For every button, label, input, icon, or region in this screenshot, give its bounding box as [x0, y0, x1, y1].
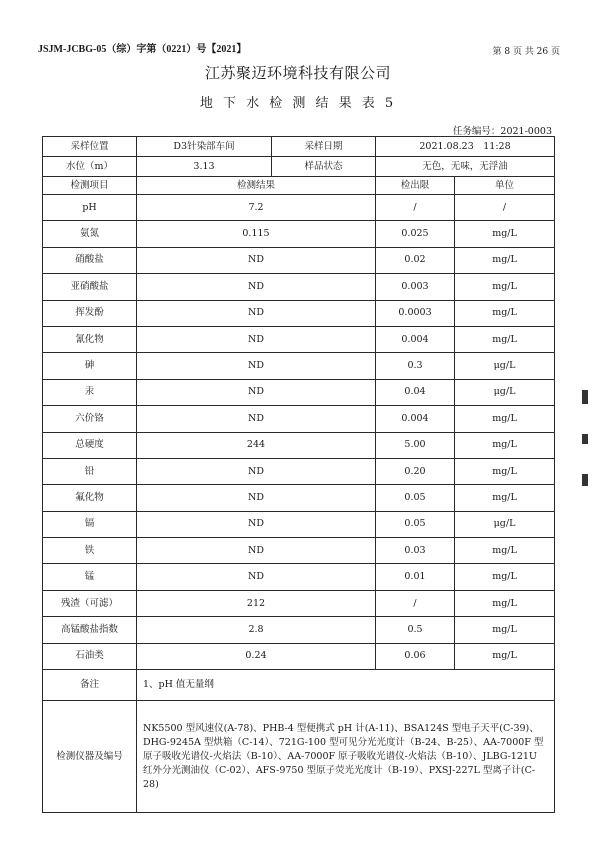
info-row-location: [43, 137, 555, 157]
item-cell: 六价铬: [43, 406, 137, 432]
result-cell: ND: [137, 564, 376, 590]
limit-cell: 0.0003: [376, 300, 455, 326]
limit-cell: 0.06: [376, 643, 455, 669]
table-row: [43, 353, 555, 379]
item-cell: 汞: [43, 379, 137, 405]
item-cell: 硝酸盐: [43, 247, 137, 273]
date-label: 采样日期: [272, 137, 376, 157]
remark-text: 1、pH 值无量纲: [137, 670, 555, 701]
table-row: [43, 379, 555, 405]
unit-cell: μg/L: [455, 511, 555, 537]
limit-cell: /: [376, 195, 455, 221]
item-cell: 总硬度: [43, 432, 137, 458]
unit-cell: mg/L: [455, 406, 555, 432]
location-value: D3针染部车间: [137, 137, 272, 157]
table-row: [43, 300, 555, 326]
remark-row: [43, 670, 555, 701]
limit-cell: 0.003: [376, 274, 455, 300]
result-cell: ND: [137, 326, 376, 352]
col-header-limit: 检出限: [376, 177, 455, 195]
water-level-value: 3.13: [137, 157, 272, 177]
table-row: [43, 617, 555, 643]
result-cell: ND: [137, 485, 376, 511]
sample-state-value: 无色，无味，无浮油: [376, 157, 555, 177]
result-cell: ND: [137, 511, 376, 537]
instruments-text: NK5500 型风速仪(A-78)、PHB-4 型便携式 pH 计(A-11)、BSA124S 型电子天平(C-39)、DHG-9245A 型烘箱（C-14）、721G-100 型可见分光光度计（B-24、B-25）、AA-7000F 型原子吸收光谱仪-火焰法（B-10）、AA-7000F 原子吸收光谱仪-火焰法（B-10）、JLBG-121U 红外分光测油仪（C-02）、AFS-9750 型原子荧光光度计（B-19）、PXSJ-227L 型离子计(C-28): [137, 701, 555, 813]
col-header-unit: 单位: [455, 177, 555, 195]
limit-cell: 0.20: [376, 458, 455, 484]
table-row: [43, 485, 555, 511]
item-cell: 铁: [43, 538, 137, 564]
table-row: [43, 511, 555, 537]
table-row: [43, 274, 555, 300]
limit-cell: 0.004: [376, 326, 455, 352]
result-cell: 7.2: [137, 195, 376, 221]
unit-cell: mg/L: [455, 432, 555, 458]
result-cell: ND: [137, 458, 376, 484]
water-level-label: 水位（m）: [43, 157, 137, 177]
col-header-item: 检测项目: [43, 177, 137, 195]
table-row: [43, 195, 555, 221]
limit-cell: 0.025: [376, 221, 455, 247]
table-row: [43, 221, 555, 247]
col-header-result: 检测结果: [137, 177, 376, 195]
result-cell: 2.8: [137, 617, 376, 643]
limit-cell: 0.02: [376, 247, 455, 273]
limit-cell: 0.01: [376, 564, 455, 590]
table-row: [43, 458, 555, 484]
item-cell: 残渣（可滤）: [43, 590, 137, 616]
unit-cell: mg/L: [455, 221, 555, 247]
unit-cell: mg/L: [455, 458, 555, 484]
remark-label: 备注: [43, 670, 137, 701]
limit-cell: /: [376, 590, 455, 616]
unit-cell: mg/L: [455, 300, 555, 326]
item-cell: 锰: [43, 564, 137, 590]
item-cell: 氟化物: [43, 485, 137, 511]
unit-cell: mg/L: [455, 643, 555, 669]
item-cell: 铅: [43, 458, 137, 484]
scan-mark: [582, 390, 588, 404]
limit-cell: 0.3: [376, 353, 455, 379]
item-cell: 砷: [43, 353, 137, 379]
result-cell: ND: [137, 353, 376, 379]
unit-cell: mg/L: [455, 564, 555, 590]
table-row: [43, 643, 555, 669]
document-number: JSJM-JCBG-05（综）字第（0221）号【2021】: [38, 44, 247, 55]
result-cell: ND: [137, 379, 376, 405]
page-info: 第 8 页 共 26 页: [492, 47, 560, 57]
result-cell: ND: [137, 300, 376, 326]
unit-cell: /: [455, 195, 555, 221]
report-title: 地 下 水 检 测 结 果 表 5: [199, 96, 397, 111]
results-table: [42, 136, 555, 813]
table-row: [43, 538, 555, 564]
result-cell: ND: [137, 247, 376, 273]
item-cell: 氰化物: [43, 326, 137, 352]
result-cell: 244: [137, 432, 376, 458]
unit-cell: mg/L: [455, 485, 555, 511]
table-row: [43, 406, 555, 432]
table-row: [43, 247, 555, 273]
result-cell: 212: [137, 590, 376, 616]
sample-state-label: 样品状态: [272, 157, 376, 177]
instruments-label: 检测仪器及编号: [43, 701, 137, 813]
edge-scan-marks: [582, 390, 590, 516]
limit-cell: 0.05: [376, 485, 455, 511]
instruments-row: [43, 701, 555, 813]
limit-cell: 0.04: [376, 379, 455, 405]
limit-cell: 0.5: [376, 617, 455, 643]
result-cell: 0.115: [137, 221, 376, 247]
item-cell: 镉: [43, 511, 137, 537]
limit-cell: 0.05: [376, 511, 455, 537]
result-cell: ND: [137, 538, 376, 564]
company-name: 江苏聚迈环境科技有限公司: [204, 64, 391, 82]
item-cell: 氨氮: [43, 221, 137, 247]
limit-cell: 0.03: [376, 538, 455, 564]
unit-cell: μg/L: [455, 379, 555, 405]
table-row: [43, 432, 555, 458]
item-cell: 石油类: [43, 643, 137, 669]
table-row: [43, 564, 555, 590]
result-cell: ND: [137, 274, 376, 300]
scan-mark: [582, 474, 588, 486]
scan-mark: [582, 434, 588, 444]
date-value: 2021.08.23 11:28: [376, 137, 555, 157]
table-row: [43, 326, 555, 352]
unit-cell: mg/L: [455, 617, 555, 643]
unit-cell: mg/L: [455, 538, 555, 564]
result-cell: ND: [137, 406, 376, 432]
task-number: 任务编号：2021-0003: [452, 126, 552, 137]
unit-cell: mg/L: [455, 274, 555, 300]
item-cell: 挥发酚: [43, 300, 137, 326]
item-cell: 亚硝酸盐: [43, 274, 137, 300]
info-row-water-level: [43, 157, 555, 177]
limit-cell: 0.004: [376, 406, 455, 432]
unit-cell: mg/L: [455, 247, 555, 273]
unit-cell: mg/L: [455, 590, 555, 616]
limit-cell: 5.00: [376, 432, 455, 458]
unit-cell: mg/L: [455, 326, 555, 352]
result-cell: 0.24: [137, 643, 376, 669]
item-cell: 高锰酸盐指数: [43, 617, 137, 643]
table-row: [43, 590, 555, 616]
column-header-row: [43, 177, 555, 195]
location-label: 采样位置: [43, 137, 137, 157]
item-cell: pH: [43, 195, 137, 221]
unit-cell: μg/L: [455, 353, 555, 379]
